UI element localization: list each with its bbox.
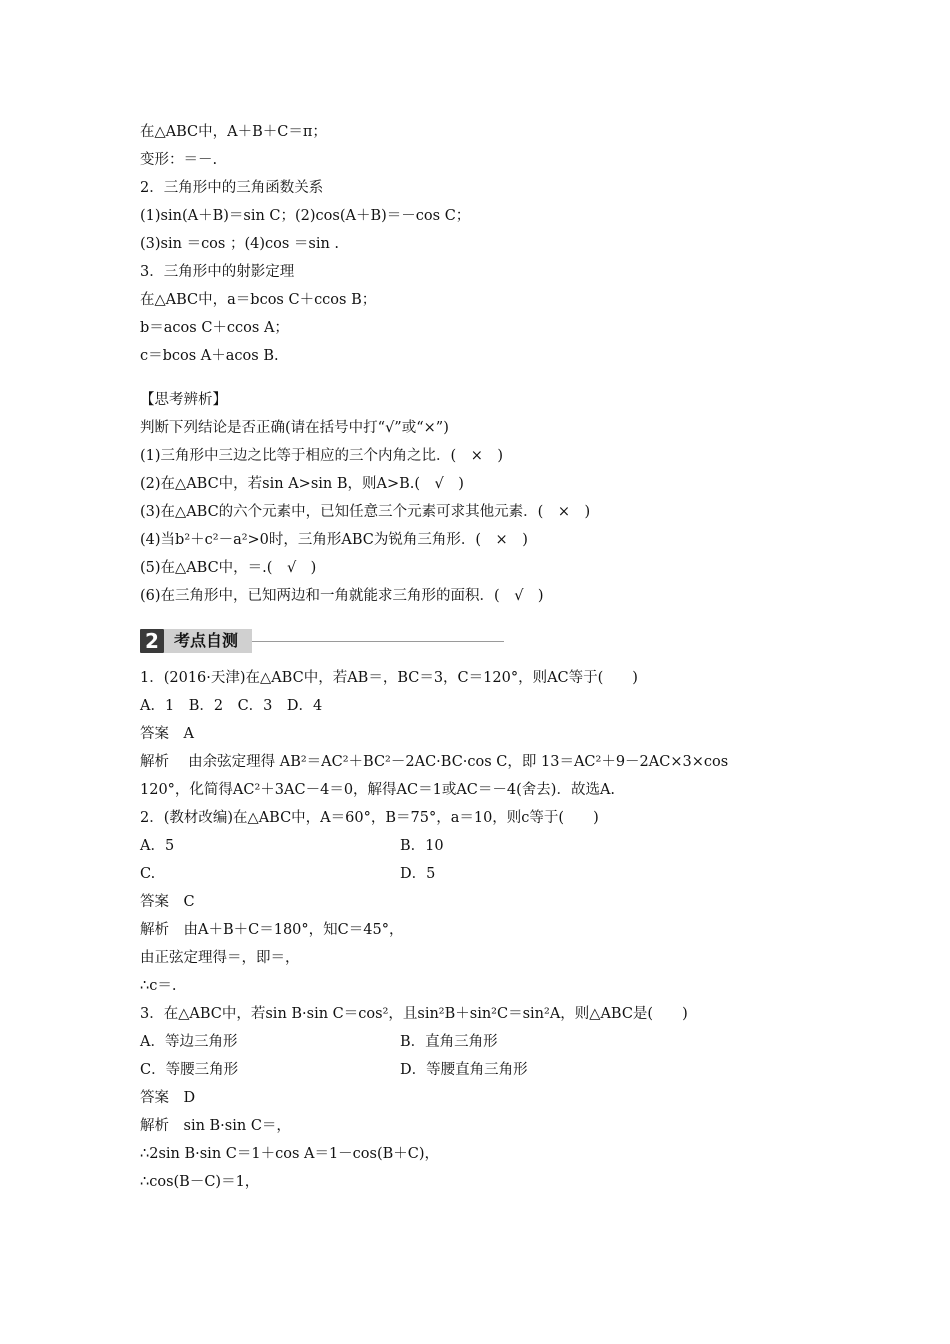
text-line: 3．在△ABC中，若sin B·sin C＝cos²，且sin²B＋sin²C＝sin²A，则△ABC是( )	[140, 1006, 688, 1022]
options-row	[140, 1028, 820, 1056]
text-line: 答案 C	[140, 894, 195, 910]
text-line: 在△ABC中，a＝bcos C＋ccos B；	[140, 292, 377, 308]
self-test-block	[140, 664, 820, 1196]
text-line: 答案 A	[140, 726, 194, 742]
formula-block	[140, 118, 820, 370]
text-line: A．1 B．2 C．3 D．4	[140, 698, 323, 714]
text-line: ∴2sin B·sin C＝1＋cos A＝1－cos(B＋C)，	[140, 1146, 440, 1162]
text-line: (3)在△ABC的六个元素中，已知任意三个元素可求其他元素．( × )	[140, 504, 591, 520]
text-line: 在△ABC中，A＋B＋C＝π；	[140, 124, 327, 140]
text-line: 2．三角形中的三角函数关系	[140, 180, 324, 196]
text-line: 解析 由余弦定理得 AB²＝AC²＋BC²－2AC·BC·cos C，即 13＝AC²＋9－2AC×3×cos	[140, 754, 729, 770]
text-line: 【思考辨析】	[140, 392, 227, 408]
text-line: 2．(教材改编)在△ABC中，A＝60°，B＝75°，a＝10，则c等于( )	[140, 810, 599, 826]
option: D．等腰直角三角形	[400, 1062, 528, 1078]
text-line: 解析 由A＋B＋C＝180°，知C＝45°，	[140, 922, 404, 938]
text-line: 解析 sin B·sin C＝，	[140, 1118, 291, 1134]
option: A．5	[140, 838, 175, 854]
text-line: c＝bcos A＋acos B.	[140, 348, 279, 364]
options-row	[140, 860, 820, 888]
text-line: 1．(2016·天津)在△ABC中，若AB＝，BC＝3，C＝120°，则AC等于( )	[140, 670, 638, 686]
text-line: (1)三角形中三边之比等于相应的三个内角之比．( × )	[140, 448, 504, 464]
option: D．5	[400, 866, 436, 882]
text-line: ∴cos(B－C)＝1，	[140, 1174, 260, 1190]
section-number: 2	[140, 629, 164, 653]
section-title: 考点自测	[164, 629, 252, 653]
document-body	[140, 118, 820, 1196]
text-line: 3．三角形中的射影定理	[140, 264, 295, 280]
text-line: (3)sin ＝cos ；(4)cos ＝sin .	[140, 236, 340, 252]
section-header	[140, 628, 820, 654]
text-line: 120°，化简得AC²＋3AC－4＝0，解得AC＝1或AC＝－4(舍去)．故选A.	[140, 782, 616, 798]
options-row	[140, 832, 820, 860]
text-line: (2)在△ABC中，若sin A>sin B，则A>B.( √ )	[140, 476, 464, 492]
option: C.	[140, 866, 156, 882]
option: A．等边三角形	[140, 1034, 238, 1050]
text-line: (4)当b²＋c²－a²>0时，三角形ABC为锐角三角形．( × )	[140, 532, 528, 548]
text-line: (5)在△ABC中，＝.( √ )	[140, 560, 317, 576]
option: C．等腰三角形	[140, 1062, 239, 1078]
text-line: 判断下列结论是否正确(请在括号中打“√”或“×”)	[140, 420, 449, 436]
text-line: 变形：＝－.	[140, 152, 218, 168]
option: B．直角三角形	[400, 1034, 498, 1050]
text-line: 由正弦定理得＝，即＝，	[140, 950, 300, 966]
thinking-analysis-block	[140, 386, 820, 610]
text-line: (6)在三角形中，已知两边和一角就能求三角形的面积．( √ )	[140, 588, 544, 604]
text-line: (1)sin(A＋B)＝sin C；(2)cos(A＋B)＝－cos C；	[140, 208, 471, 224]
option: B．10	[400, 838, 444, 854]
text-line: 答案 D	[140, 1090, 196, 1106]
spacer	[140, 370, 820, 386]
section-rule	[252, 641, 504, 642]
options-row	[140, 1056, 820, 1084]
text-line: ∴c＝.	[140, 978, 177, 994]
text-line: b＝acos C＋ccos A；	[140, 320, 289, 336]
